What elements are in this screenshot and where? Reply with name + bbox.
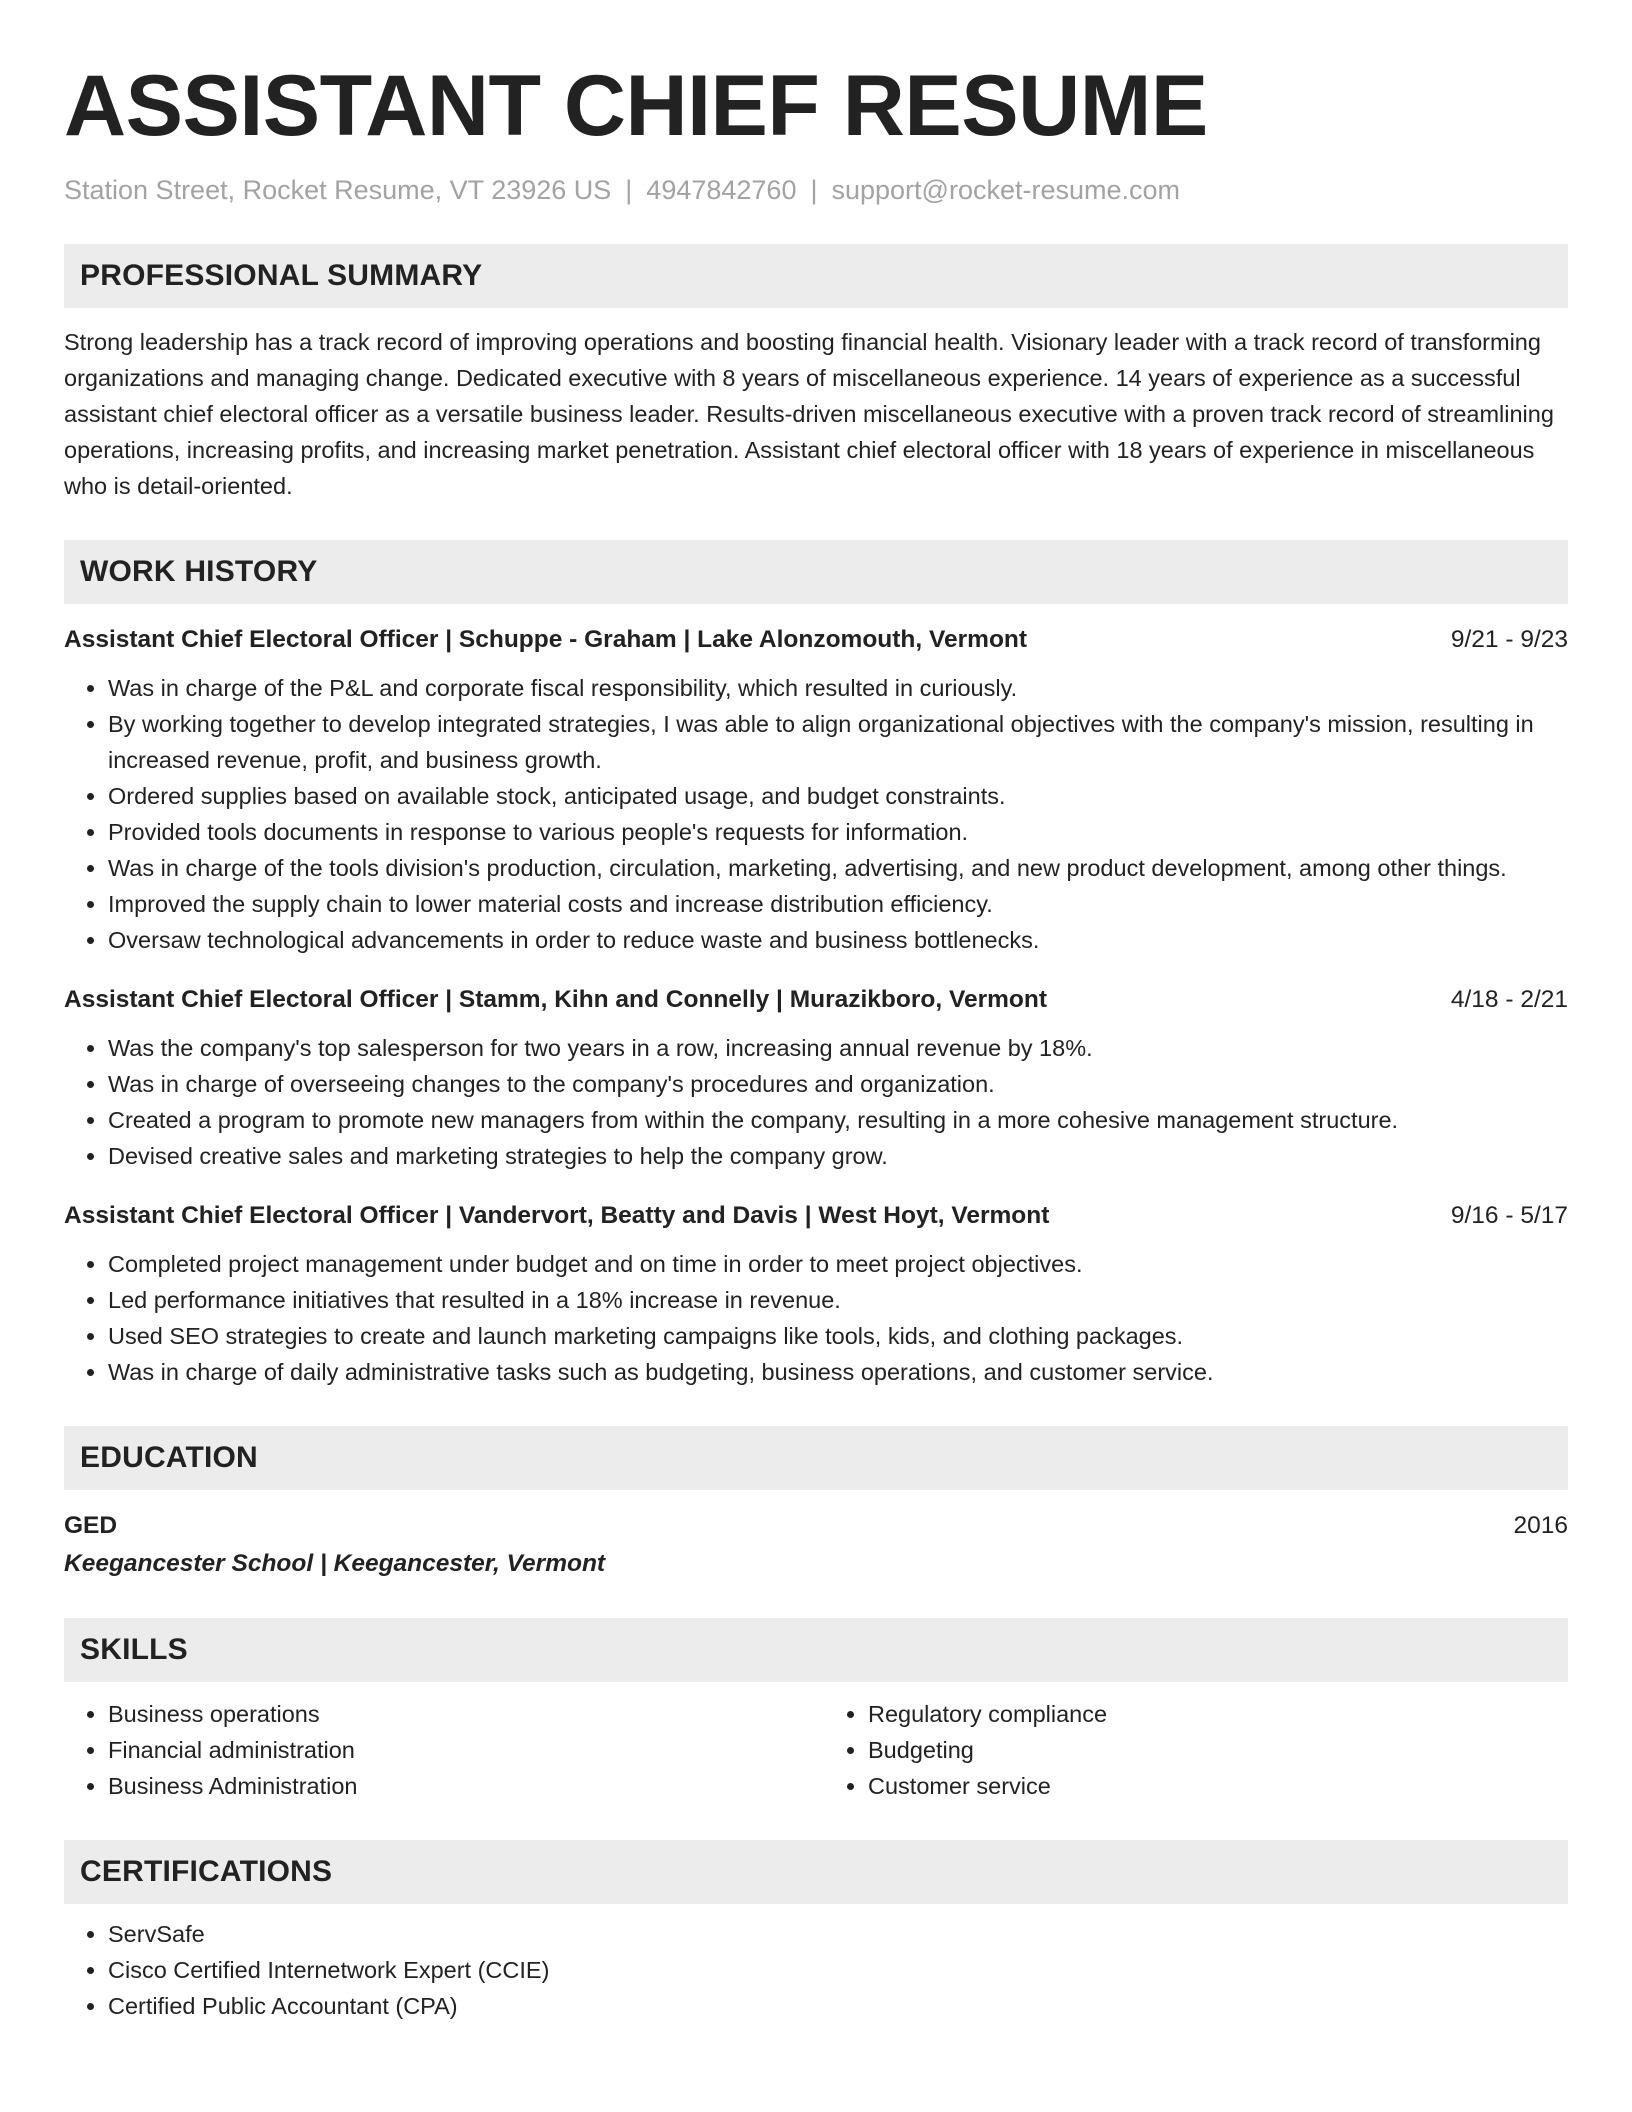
skills-grid	[64, 1696, 1568, 1804]
jobs-list	[64, 622, 1568, 1390]
list-item: • Improved the supply chain to lower material costs and increase distribution efficiency.	[108, 886, 1568, 922]
contact-line	[64, 172, 1568, 208]
summary-text: Strong leadership has a track record of improving operations and boosting financial health. Visionary leader with a track record of transforming organizations and managing change. Dedicated executive with 8 years of miscellaneous experience. 14 years of experience as a successful assistant chief electoral officer as a versatile business leader. Results-driven miscellaneous executive with a proven track record of streamlining operations, increasing profits, and increasing market penetration. Assistant chief electoral officer with 18 years of experience in miscellaneous who is detail-oriented.	[64, 329, 1554, 499]
section-header	[64, 1840, 1568, 1904]
job-entry	[64, 622, 1568, 958]
contact-address: Station Street, Rocket Resume, VT 23926 US	[64, 175, 612, 205]
section-title: EDUCATION	[80, 1441, 258, 1474]
education-entry	[64, 1508, 1568, 1582]
list-item: • Completed project management under budget and on time in order to meet project objectives.	[108, 1246, 1568, 1282]
list-item: • Was in charge of the P&L and corporate fiscal responsibility, which resulted in curiously.	[108, 670, 1568, 706]
education-school: Keegancester School | Keegancester, Vermont	[64, 1550, 606, 1577]
list-item: • Certified Public Accountant (CPA)	[108, 1988, 1568, 2024]
certifications-list	[64, 1916, 1568, 2024]
list-item: • Regulatory compliance	[868, 1696, 1568, 1732]
contact-separator: |	[625, 175, 633, 205]
job-heading: Assistant Chief Electoral Officer | Vandervort, Beatty and Davis | West Hoyt, Vermont	[64, 1202, 1050, 1229]
list-item: • Provided tools documents in response to various people's requests for information.	[108, 814, 1568, 850]
contact-separator: |	[810, 175, 818, 205]
skills-column	[64, 1696, 816, 1804]
section-header	[64, 540, 1568, 604]
job-dates: 9/21 - 9/23	[1450, 626, 1568, 653]
list-item: • By working together to develop integrated strategies, I was able to align organizational objectives with the company's mission, resulting in increased revenue, profit, and business growth.	[108, 706, 1568, 778]
list-item: • Financial administration	[108, 1732, 816, 1768]
list-item: • Was in charge of overseeing changes to the company's procedures and organization.	[108, 1066, 1568, 1102]
contact-phone: 4947842760	[646, 175, 797, 205]
section-title: PROFESSIONAL SUMMARY	[80, 259, 483, 292]
job-bullets	[64, 1246, 1568, 1390]
summary-section	[64, 244, 1568, 504]
list-item: • Created a program to promote new managers from within the company, resulting in a more cohesive management structure.	[108, 1102, 1568, 1138]
section-title: SKILLS	[80, 1633, 188, 1666]
education-degree: GED	[64, 1512, 118, 1539]
job-header	[64, 622, 1568, 658]
job-entry	[64, 982, 1568, 1174]
job-heading: Assistant Chief Electoral Officer | Stamm, Kihn and Connelly | Murazikboro, Vermont	[64, 986, 1048, 1013]
work-history-section	[64, 540, 1568, 1390]
certifications-section	[64, 1840, 1568, 2024]
list-item: • Cisco Certified Internetwork Expert (CCIE)	[108, 1952, 1568, 1988]
education-year: 2016	[1513, 1512, 1568, 1539]
job-bullets	[64, 1030, 1568, 1174]
job-header	[64, 982, 1568, 1018]
skills-column	[816, 1696, 1568, 1804]
section-title: CERTIFICATIONS	[80, 1855, 333, 1888]
list-item: • Led performance initiatives that resulted in a 18% increase in revenue.	[108, 1282, 1568, 1318]
job-heading: Assistant Chief Electoral Officer | Schuppe - Graham | Lake Alonzomouth, Vermont	[64, 626, 1028, 653]
job-entry	[64, 1198, 1568, 1390]
job-dates: 4/18 - 2/21	[1450, 986, 1568, 1013]
list-item: • Business Administration	[108, 1768, 816, 1804]
list-item: • Customer service	[868, 1768, 1568, 1804]
contact-email: support@rocket-resume.com	[831, 175, 1181, 205]
list-item: • Oversaw technological advancements in order to reduce waste and business bottlenecks.	[108, 922, 1568, 958]
education-section	[64, 1426, 1568, 1582]
list-item: • Was in charge of the tools division's production, circulation, marketing, advertising, and new product development, among other things.	[108, 850, 1568, 886]
list-item: • Business operations	[108, 1696, 816, 1732]
section-title: WORK HISTORY	[80, 555, 318, 588]
list-item: • Used SEO strategies to create and launch marketing campaigns like tools, kids, and clothing packages.	[108, 1318, 1568, 1354]
section-header	[64, 1426, 1568, 1490]
job-dates: 9/16 - 5/17	[1450, 1202, 1568, 1229]
job-bullets	[64, 670, 1568, 958]
section-header	[64, 1618, 1568, 1682]
list-item: • Was the company's top salesperson for two years in a row, increasing annual revenue by 18%.	[108, 1030, 1568, 1066]
resume-name: ASSISTANT CHIEF RESUME	[64, 58, 1208, 154]
section-header	[64, 244, 1568, 308]
list-item: • Devised creative sales and marketing strategies to help the company grow.	[108, 1138, 1568, 1174]
skills-section	[64, 1618, 1568, 1804]
list-item: • Was in charge of daily administrative tasks such as budgeting, business operations, and customer service.	[108, 1354, 1568, 1390]
list-item: • Ordered supplies based on available stock, anticipated usage, and budget constraints.	[108, 778, 1568, 814]
list-item: • Budgeting	[868, 1732, 1568, 1768]
job-header	[64, 1198, 1568, 1234]
education-header	[64, 1508, 1568, 1544]
list-item: • ServSafe	[108, 1916, 1568, 1952]
